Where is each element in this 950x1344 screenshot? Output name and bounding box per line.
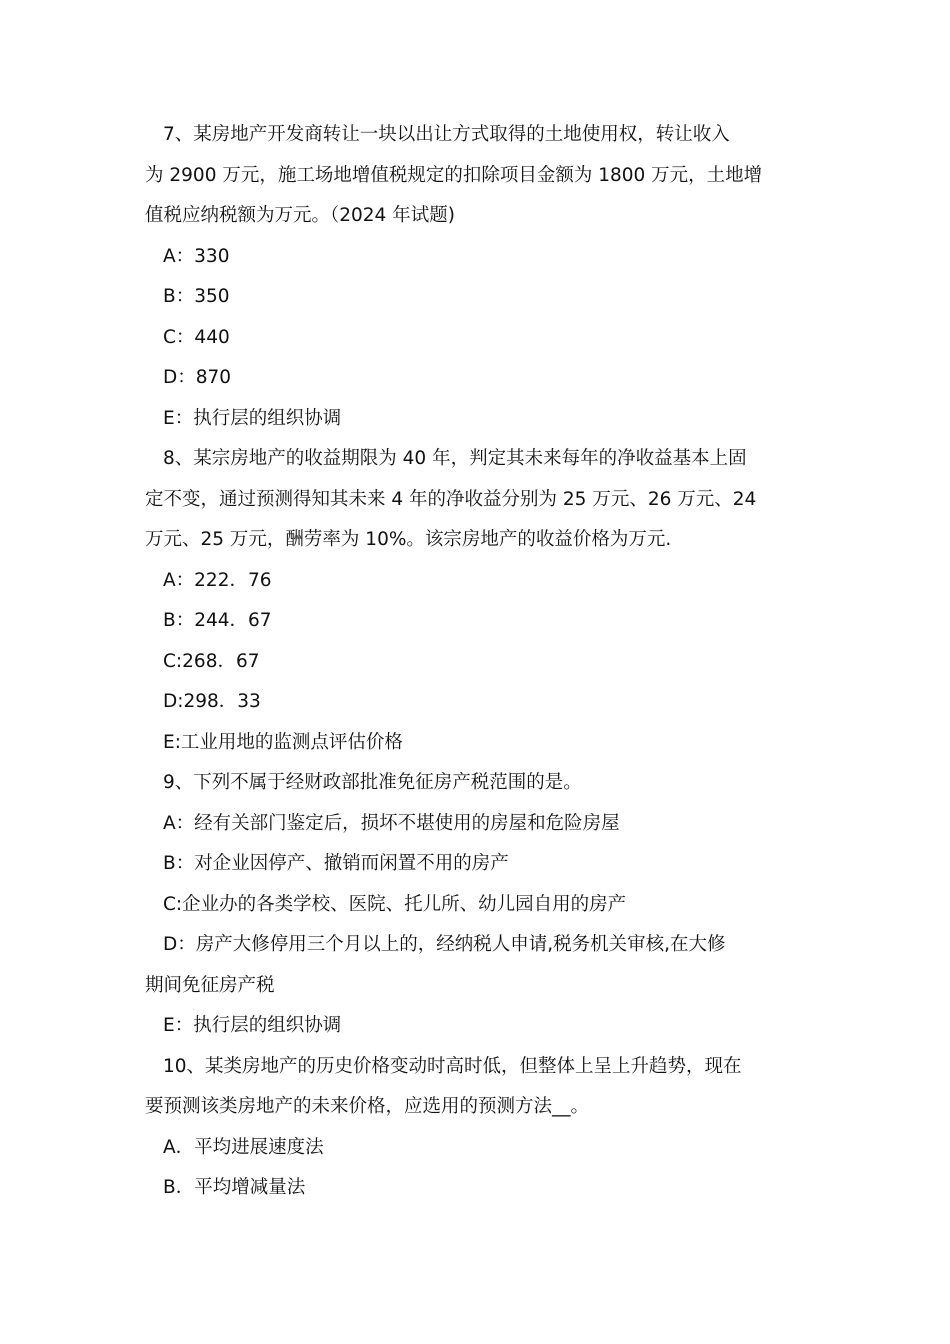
option-d-continuation: 期间免征房产税	[145, 974, 275, 996]
option-b: B．平均增减量法	[163, 1177, 306, 1198]
option-b: B：244．67	[163, 610, 272, 631]
question-stem-line: 9、下列不属于经财政部批准免征房产税范围的是。	[163, 772, 582, 793]
question-stem-line: 值税应纳税额为万元。（2024 年试题)	[145, 205, 455, 226]
option-e: E：执行层的组织协调	[163, 407, 342, 429]
option-a: A：经有关部门鉴定后，损坏不堪使用的房屋和危险房屋	[163, 812, 620, 834]
option-d: D:298．33	[163, 691, 261, 712]
option-d: D：870	[163, 367, 232, 388]
option-c: C:企业办的各类学校、医院、托儿所、幼儿园自用的房产	[163, 893, 627, 915]
question-7	[145, 115, 810, 439]
option-e: E:工业用地的监测点评估价格	[163, 731, 403, 753]
question-stem-line: 10、某类房地产的历史价格变动时高时低，但整体上呈上升趋势，现在	[163, 1055, 742, 1077]
question-9	[145, 763, 810, 1047]
option-b: B：对企业因停产、撤销而闲置不用的房产	[163, 853, 509, 874]
question-stem-line: 万元、25 万元，酬劳率为 10%。该宗房地产的收益价格为万元.	[145, 529, 672, 550]
question-stem-line: 7、某房地产开发商转让一块以出让方式取得的土地使用权，转让收入	[163, 124, 730, 145]
option-a: A：222．76	[163, 569, 272, 591]
question-stem-line: 定不变，通过预测得知其未来 4 年的净收益分别为 25 万元、26 万元、24	[145, 488, 757, 510]
option-a: A．平均进展速度法	[163, 1136, 324, 1158]
question-stem-line: 8、某宗房地产的收益期限为 40 年，判定其未来每年的净收益基本上固	[163, 448, 747, 469]
option-e: E：执行层的组织协调	[163, 1015, 342, 1036]
option-c: C:268．67	[163, 650, 260, 672]
question-stem-line: 要预测该类房地产的未来价格，应选用的预测方法__。	[145, 1096, 590, 1117]
question-8	[145, 439, 810, 763]
question-stem-line: 为 2900 万元，施工场地增值税规定的扣除项目金额为 1800 万元，土地增	[145, 164, 763, 186]
document-body	[145, 115, 810, 1209]
option-a: A：330	[163, 245, 230, 267]
option-b: B：350	[163, 286, 230, 307]
question-10	[145, 1047, 810, 1209]
option-d: D：房产大修停用三个月以上的，经纳税人申请,税务机关审核,在大修	[163, 934, 726, 955]
option-c: C：440	[163, 326, 230, 348]
